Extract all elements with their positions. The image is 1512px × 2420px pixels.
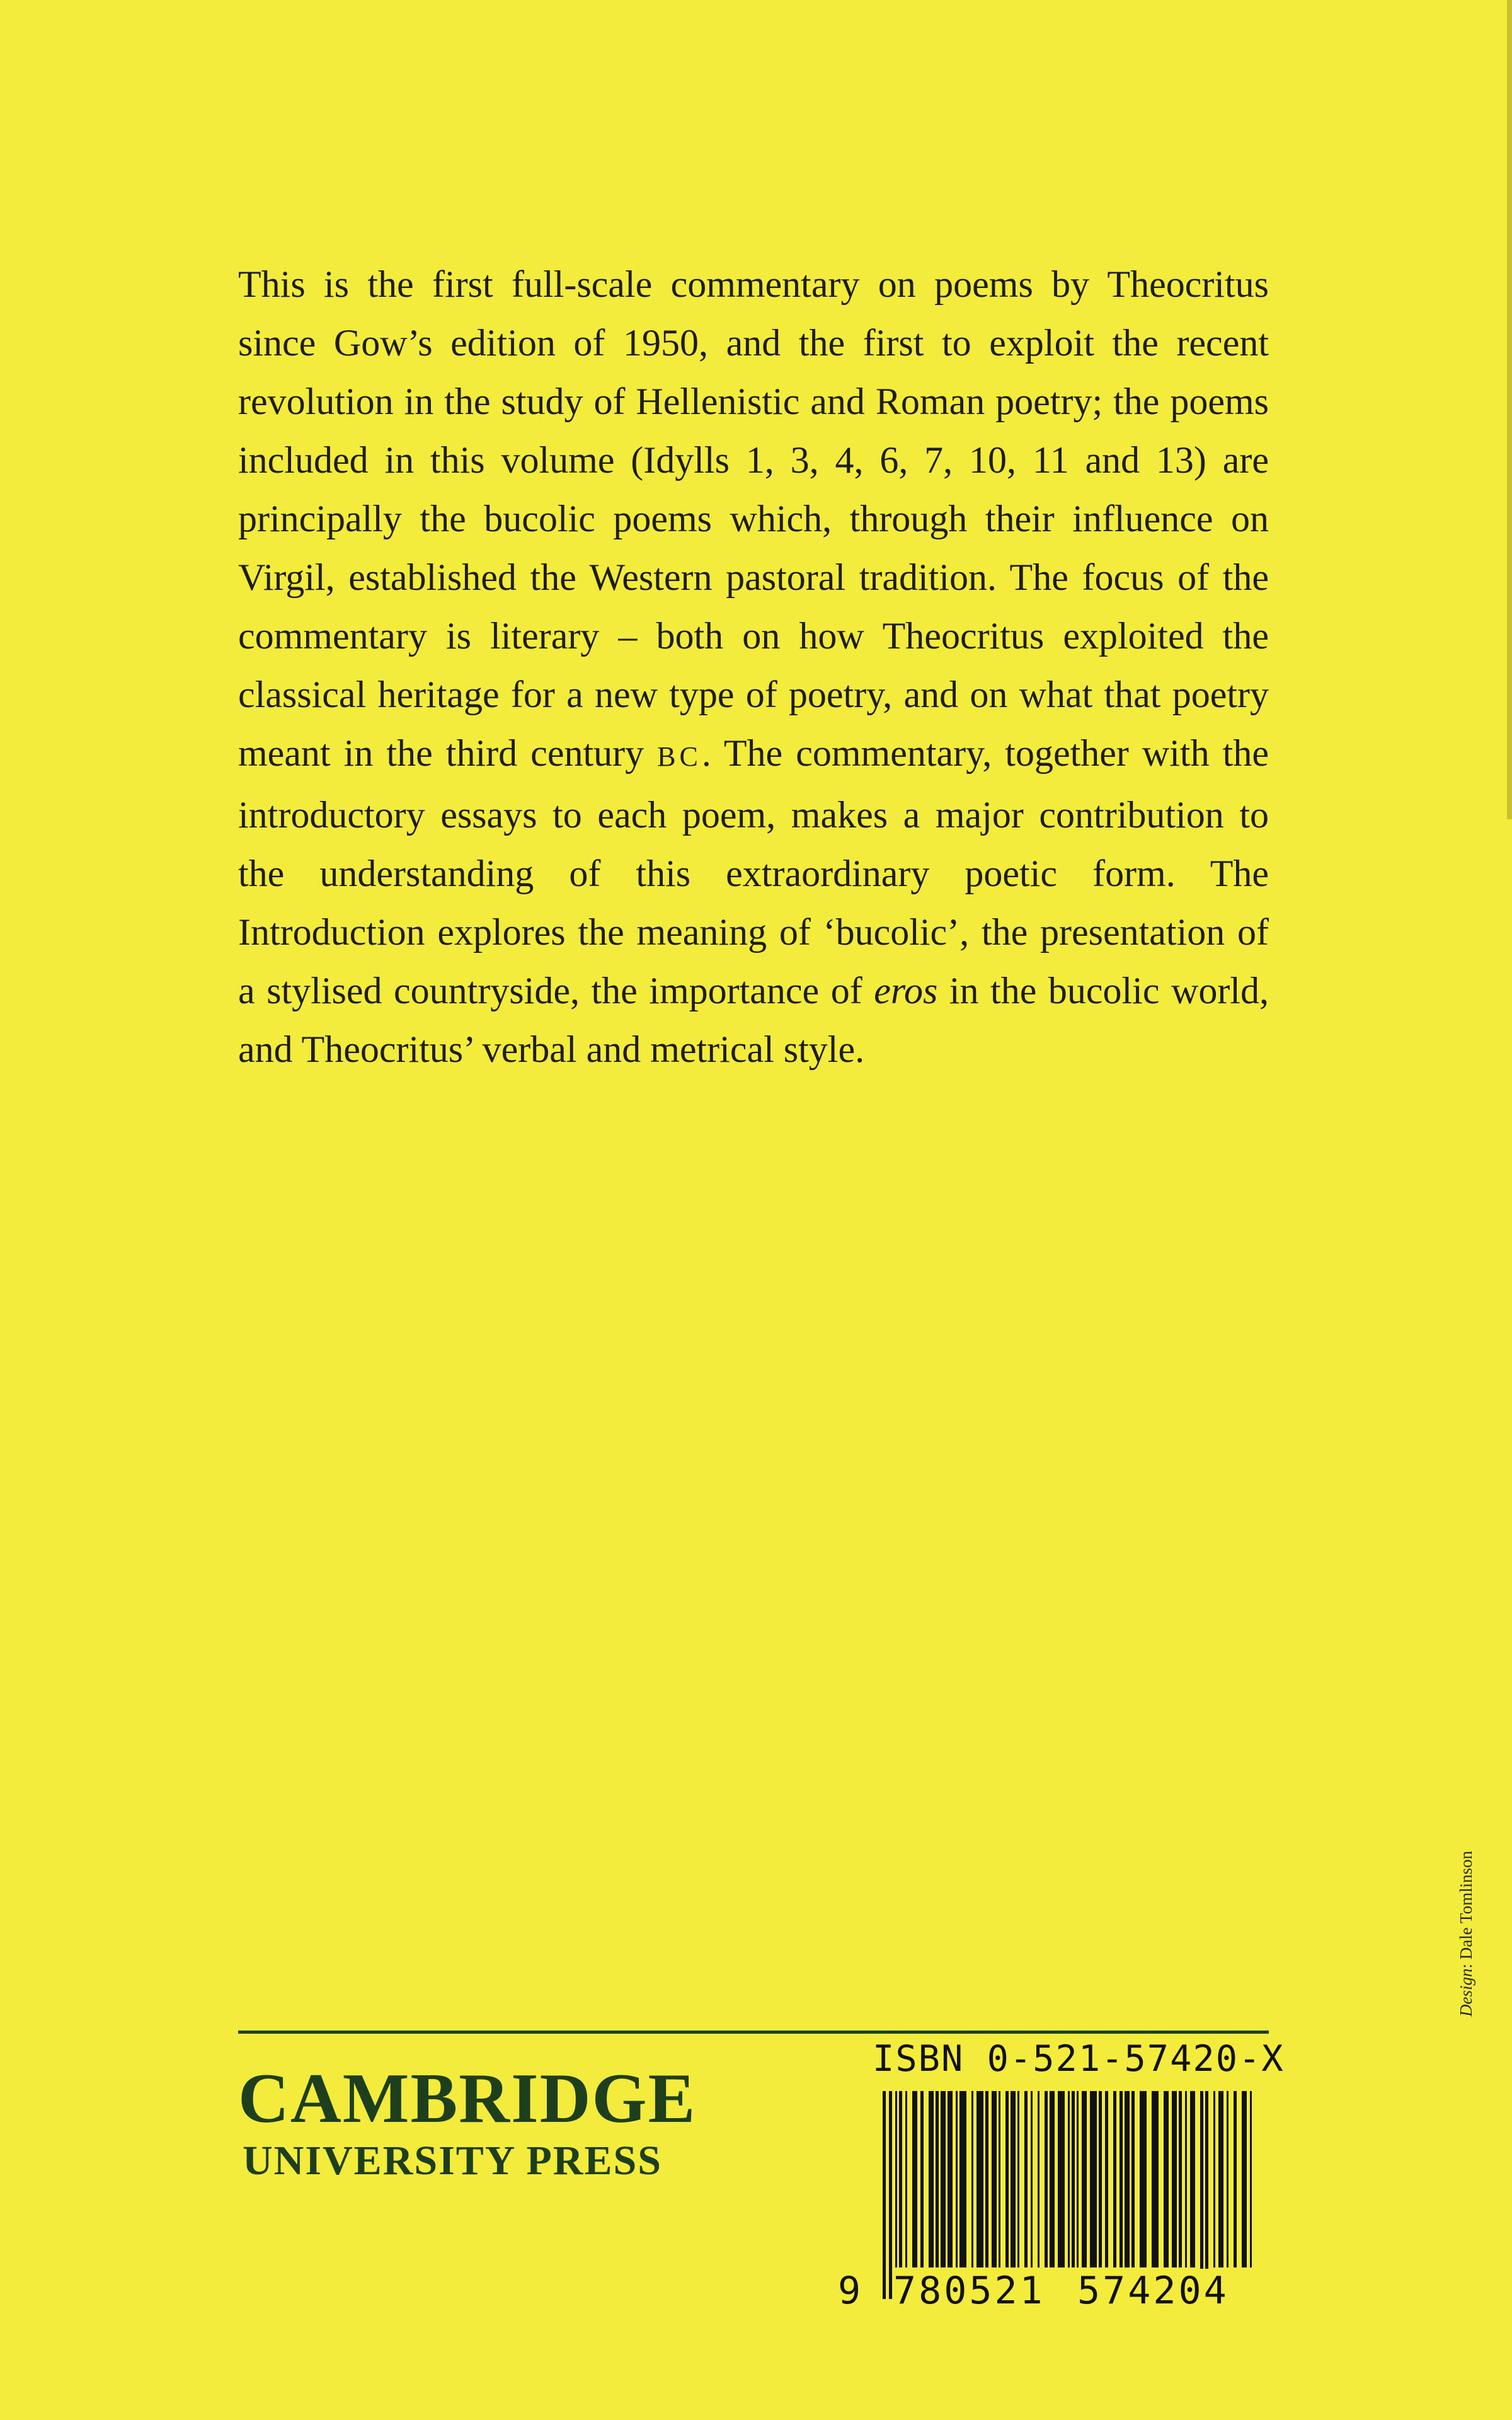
barcode-bar (1172, 2091, 1177, 2267)
barcode-bar (1077, 2091, 1079, 2267)
barcode-image (878, 2091, 1268, 2299)
barcode-digit-first: 9 (838, 2269, 861, 2313)
barcode-bar (920, 2091, 924, 2267)
barcode-bar (1179, 2091, 1182, 2267)
barcode-bar (1131, 2091, 1135, 2267)
divider-rule (238, 2031, 1269, 2034)
barcode-bar (959, 2091, 966, 2267)
blurb-part-1: This is the first full-scale commentary on poems by Theocritus since Gow’s edition of 1950, and the first to exploit the recent revolution in the study of Hellenistic and Roman poetry; the poems included in this volume (Idylls 1, 3, 4, 6, 7, 10, 11 and 13) are principally the bucolic poems which, through their influence on Virgil, established the Western pastoral tradition. The focus of the commentary is literary – both on how Theocritus exploited the classical heritage for a new type of poetry, and on what that poetry meant in the third century (238, 263, 1269, 774)
cover-edge (1507, 0, 1512, 819)
barcode-bar (1250, 2091, 1252, 2267)
publisher-logo-name: CAMBRIDGE (238, 2060, 697, 2138)
barcode-bar (941, 2091, 946, 2267)
barcode-bar (912, 2091, 917, 2267)
barcode-bar (1068, 2091, 1070, 2267)
barcode-bar (899, 2091, 902, 2267)
barcode-bar (1031, 2091, 1033, 2267)
barcode-bar (992, 2091, 997, 2267)
barcode-bar (999, 2091, 1000, 2267)
barcode-bar (1125, 2091, 1130, 2267)
barcode-bar (1005, 2091, 1009, 2267)
barcode-bar (929, 2091, 934, 2267)
barcode-bar (1190, 2091, 1195, 2267)
design-credit-separator: : (1457, 1959, 1475, 1969)
barcode-bar (1082, 2091, 1087, 2267)
barcode-bar (1113, 2091, 1116, 2267)
barcode-bar (1011, 2091, 1016, 2267)
barcode-bar (883, 2091, 886, 2299)
barcode-bar (1099, 2091, 1102, 2267)
publisher-logo-subtitle: UNIVERSITY PRESS (243, 2138, 662, 2184)
barcode-digits-left: 780521 (893, 2269, 1045, 2313)
blurb-text (238, 255, 1269, 1079)
barcode-bar (1017, 2091, 1019, 2267)
barcode-bar (1140, 2091, 1147, 2267)
barcode-bar (1072, 2091, 1075, 2267)
barcode-bar (1050, 2091, 1055, 2267)
barcode-bar (1024, 2091, 1028, 2267)
barcode-bar (1218, 2091, 1223, 2267)
barcode-bar (1213, 2091, 1215, 2267)
barcode-digits-right: 574204 (1077, 2269, 1229, 2313)
barcode-bar (1105, 2091, 1108, 2267)
barcode-bar (956, 2091, 958, 2267)
barcode-bar (1120, 2091, 1123, 2267)
blurb-part-3: in the bucolic world, and Theocritus’ verbal and metrical style. (238, 970, 1269, 1070)
design-credit (1455, 1851, 1477, 2017)
barcode-bar (1185, 2091, 1187, 2267)
barcode-bar (936, 2091, 939, 2267)
barcode-bar (1234, 2091, 1237, 2267)
blurb-era: BC (657, 741, 702, 772)
barcode-bar (1205, 2091, 1208, 2299)
barcode-bar (985, 2091, 988, 2267)
barcode-bar (1164, 2091, 1169, 2267)
barcode-bar (1200, 2091, 1203, 2299)
design-credit-name: Dale Tomlinson (1457, 1850, 1475, 1960)
blurb-italic-word: eros (874, 970, 938, 1011)
blurb-part-2: . The commentary, together with the introductory essays to each poem, makes a major contribution to the understanding of this extraordinary poetic form. The Introduction explores the meaning of ‘bucolic’, the presentation of a stylised countryside, the importance of (238, 732, 1269, 1011)
barcode-bar (1058, 2091, 1065, 2267)
barcode-bar (948, 2091, 953, 2267)
barcode-bar (1090, 2091, 1097, 2267)
barcode-bar (905, 2091, 907, 2267)
barcode-bar (1227, 2091, 1228, 2267)
barcode-bar (971, 2091, 973, 2267)
barcode-bar (1038, 2091, 1040, 2267)
isbn-label: ISBN 0-521-57420-X (873, 2038, 1285, 2080)
barcode-bar (1242, 2091, 1247, 2267)
barcode-bar (889, 2091, 892, 2299)
barcode-bar (976, 2091, 983, 2267)
barcode-bar (1045, 2091, 1048, 2267)
barcode-bar (1152, 2091, 1159, 2267)
barcode-bar (895, 2091, 897, 2267)
design-credit-label: Design (1457, 1968, 1475, 2017)
